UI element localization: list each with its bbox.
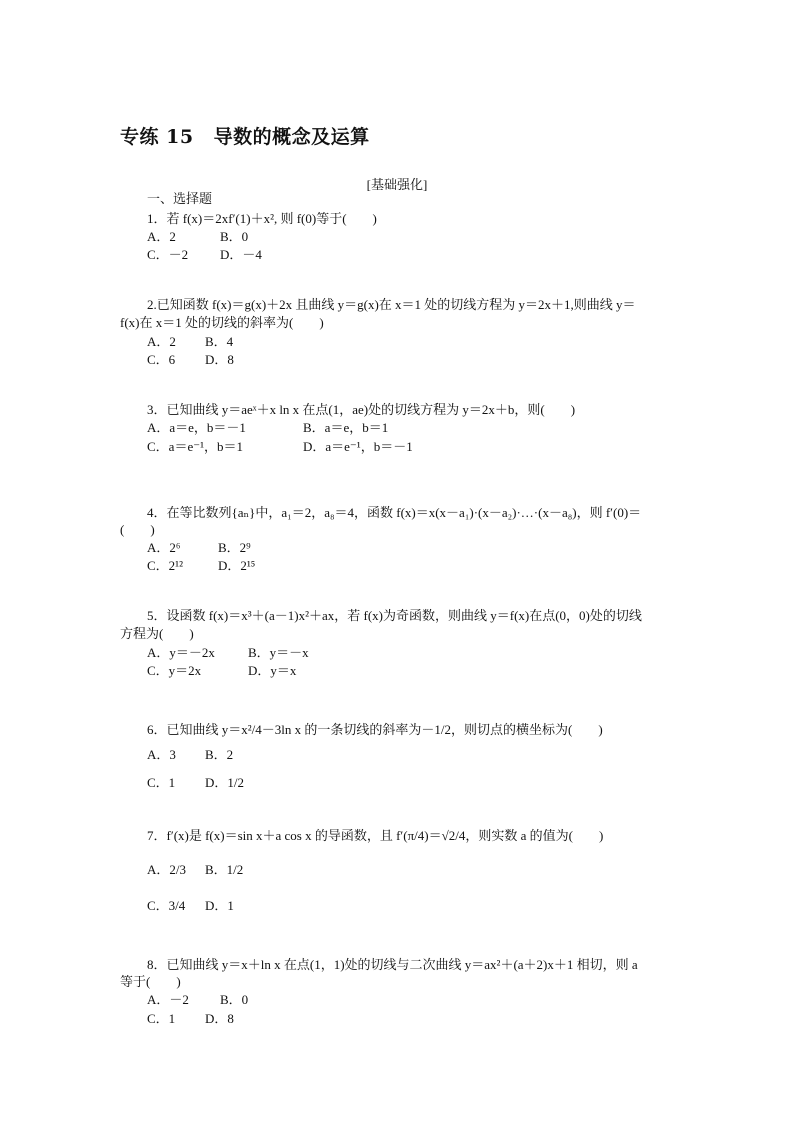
q8-option-d: D．8 [205, 1011, 234, 1026]
series-label: 专练 15 [120, 126, 194, 148]
q6-option-a: A．3 [147, 747, 176, 762]
q5-option-d: D．y＝x [248, 663, 297, 678]
q3-option-b: B．a＝e，b＝1 [303, 420, 389, 435]
q4-option-d: D．2¹⁵ [218, 558, 256, 573]
question-4-cont: ( ) [120, 522, 155, 537]
q8-option-a: A．－2 [147, 992, 189, 1007]
q3-option-c: C．a＝e⁻¹，b＝1 [147, 439, 243, 454]
q5-option-a: A．y＝－2x [147, 645, 215, 660]
question-1: 1．若 f(x)＝2xf′(1)＋x², 则 f(0)等于( ) [147, 211, 377, 226]
topic-label: 导数的概念及运算 [213, 126, 370, 148]
q4-option-b: B．2⁹ [218, 540, 251, 555]
question-4: 4．在等比数列{aₙ}中，a₁＝2，a₈＝4，函数 f(x)＝x(x－a₁)·(x－a₂)·…·(x－a₈)，则 f′(0)＝ [147, 505, 642, 520]
q2-option-a: A．2 [147, 334, 176, 349]
q7-option-c: C．3/4 [147, 898, 186, 913]
question-8-cont: 等于( ) [120, 974, 181, 989]
question-1-text: 若 f(x)＝2xf′(1)＋x², 则 f(0)等于( ) [166, 211, 377, 226]
q4-option-c: C．2¹² [147, 558, 183, 573]
q7-option-a: A．2/3 [147, 862, 187, 877]
question-5-text: 设函数 f(x)＝x³＋(a－1)x²＋ax，若 f(x)为奇函数，则曲线 y＝f(x)在点(0，0)处的切线 [166, 608, 642, 623]
question-5: 5．设函数 f(x)＝x³＋(a－1)x²＋ax，若 f(x)为奇函数，则曲线 y＝f(x)在点(0，0)处的切线 [147, 608, 642, 623]
q1-option-a: A．2 [147, 229, 176, 244]
question-7: 7．f′(x)是 f(x)＝sin x＋a cos x 的导函数，且 f′(π/4)＝√2/4，则实数 a 的值为( ) [147, 828, 604, 843]
q7-option-d: D．1 [205, 898, 234, 913]
question-4-text: 在等比数列{aₙ}中，a₁＝2，a₈＝4，函数 f(x)＝x(x－a₁)·(x－a₂)·…·(x－a₈)，则 f′(0)＝ [166, 505, 642, 520]
question-6: 6．已知曲线 y＝x²/4－3ln x 的一条切线的斜率为－1/2，则切点的横坐标为( ) [147, 722, 603, 737]
q2-option-c: C．6 [147, 352, 176, 367]
q4-option-a: A．2⁶ [147, 540, 181, 555]
q6-option-d: D．1/2 [205, 775, 245, 790]
q8-option-b: B．0 [220, 992, 249, 1007]
question-5-cont: 方程为( ) [120, 626, 194, 641]
question-6-text: 已知曲线 y＝x²/4－3ln x 的一条切线的斜率为－1/2，则切点的横坐标为( ) [166, 722, 603, 737]
section-label: [基础强化] [366, 177, 428, 192]
q5-option-b: B．y＝－x [248, 645, 309, 660]
question-8: 8．已知曲线 y＝x＋ln x 在点(1，1)处的切线与二次曲线 y＝ax²＋(a＋2)x＋1 相切，则 a [147, 957, 638, 972]
question-2-text: 已知函数 f(x)＝g(x)＋2x 且曲线 y＝g(x)在 x＝1 处的切线方程为 y＝2x＋1,则曲线 y＝ [156, 297, 636, 312]
q3-option-a: A．a＝e，b＝－1 [147, 420, 246, 435]
question-3-text: 已知曲线 y＝aeˣ＋x ln x 在点(1，ae)处的切线方程为 y＝2x＋b，则( ) [166, 402, 576, 417]
q1-option-c: C．－2 [147, 247, 189, 262]
q6-option-c: C．1 [147, 775, 176, 790]
q2-option-d: D．8 [205, 352, 234, 367]
question-2-cont: f(x)在 x＝1 处的切线的斜率为( ) [120, 315, 324, 330]
question-8-text: 已知曲线 y＝x＋ln x 在点(1，1)处的切线与二次曲线 y＝ax²＋(a＋2)x＋1 相切，则 a [166, 957, 638, 972]
q6-option-b: B．2 [205, 747, 234, 762]
q1-option-d: D．－4 [220, 247, 262, 262]
page-title [120, 122, 370, 149]
question-2: 2.已知函数 f(x)＝g(x)＋2x 且曲线 y＝g(x)在 x＝1 处的切线方程为 y＝2x＋1,则曲线 y＝ [147, 297, 636, 312]
q1-option-b: B．0 [220, 229, 249, 244]
question-3: 3．已知曲线 y＝aeˣ＋x ln x 在点(1，ae)处的切线方程为 y＝2x＋b，则( ) [147, 402, 576, 417]
q2-option-b: B．4 [205, 334, 234, 349]
part-label: 一、选择题 [147, 191, 213, 206]
q7-option-b: B．1/2 [205, 862, 244, 877]
q3-option-d: D．a＝e⁻¹，b＝－1 [303, 439, 413, 454]
q8-option-c: C．1 [147, 1011, 176, 1026]
q5-option-c: C．y＝2x [147, 663, 202, 678]
question-7-text: f′(x)是 f(x)＝sin x＋a cos x 的导函数，且 f′(π/4)＝√2/4，则实数 a 的值为( ) [166, 828, 604, 843]
